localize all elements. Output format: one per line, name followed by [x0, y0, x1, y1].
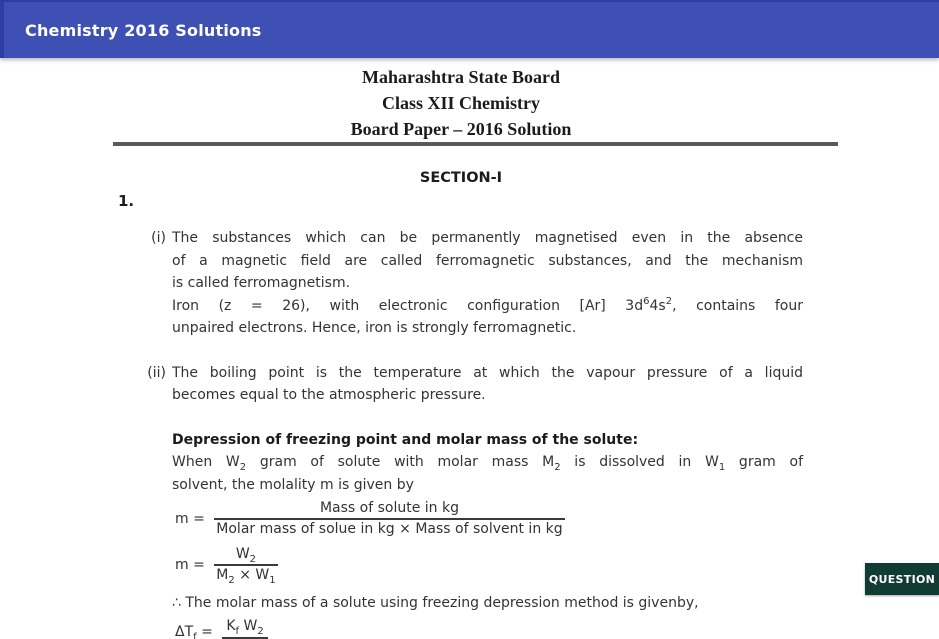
subscript-2: 2	[554, 462, 561, 473]
section-heading: SECTION-I	[419, 170, 503, 186]
superscript-2: 2	[665, 295, 673, 307]
equals-sign: =	[196, 624, 218, 639]
formula-lhs: m =	[175, 510, 210, 527]
w2-base: W	[239, 617, 258, 634]
item-ii-line-2: becomes equal to the atmospheric pressure.	[172, 387, 486, 403]
formula-lhs: m =	[175, 556, 210, 573]
item-ii-line-1: The boiling point is the temperature at which the vapour pressure of a liquid	[172, 364, 803, 381]
fraction	[214, 545, 277, 585]
title-divider	[113, 142, 838, 146]
intro-text-b: gram of solute with molar mass M	[246, 454, 555, 470]
intro-text-c: is dissolved in W	[560, 454, 719, 470]
app-header	[0, 0, 939, 58]
fraction-numerator	[214, 545, 277, 564]
therefore-statement: ∴ The molar mass of a solute using freezing depression method is givenby,	[172, 595, 699, 611]
intro-text-d: gram of	[725, 454, 803, 470]
item-i-line-1: The substances which can be permanently magnetised even in the absence	[172, 230, 803, 246]
item-i-label: (i)	[151, 230, 166, 246]
answer-item-ii	[147, 362, 803, 407]
item-i-line-3: is called ferromagnetism.	[172, 275, 351, 291]
item-ii-label: (ii)	[147, 364, 166, 381]
subscript-1: 1	[718, 462, 726, 473]
formula-molality-words	[175, 499, 939, 539]
subscript-f: f	[193, 632, 197, 639]
item-i-line-4-text-a: Iron (z = 26), with electronic configuration [Ar] 3d	[172, 297, 644, 314]
num-base: W	[235, 546, 250, 562]
subscript-2: 2	[249, 554, 257, 565]
fraction	[222, 617, 267, 639]
formula-molality-symbols	[175, 545, 939, 585]
item-i-line-4-text-b: 4s	[649, 297, 666, 314]
question-number: 1.	[118, 192, 135, 210]
subscript-2: 2	[257, 625, 264, 637]
den-text-a: M	[216, 567, 229, 583]
molality-intro	[172, 451, 803, 496]
depression-heading: Depression of freezing point and molar mass of the solute:	[172, 431, 639, 448]
document-title	[113, 64, 809, 142]
molality-intro-line-2: solvent, the molality m is given by	[172, 476, 414, 493]
fraction-denominator	[214, 564, 277, 585]
document-page	[0, 64, 939, 639]
subscript-2: 2	[228, 575, 235, 586]
doc-title-line-1: Maharashtra State Board	[362, 67, 560, 87]
question-badge[interactable]: QUESTION	[865, 563, 939, 595]
doc-title-line-3: Board Paper – 2016 Solution	[350, 119, 572, 139]
kf-base: K	[226, 617, 236, 634]
item-i-line-4-text-c: , contains four	[672, 297, 804, 314]
doc-title-line-2: Class XII Chemistry	[381, 93, 540, 113]
item-i-line-4	[172, 295, 803, 318]
delta-t-base: ΔT	[175, 624, 194, 639]
molality-intro-line-1	[172, 451, 803, 474]
item-i-line-2: of a magnetic field are called ferromagnetic substances, and the mechanism	[172, 252, 803, 269]
subscript-2: 2	[239, 462, 247, 473]
formula-delta-tf	[175, 617, 939, 639]
intro-text-a: When W	[172, 454, 240, 470]
formula-lhs	[175, 623, 217, 639]
fraction-denominator: Molar mass of solue in kg × Mass of solvent in kg	[214, 518, 564, 539]
fraction-numerator	[222, 617, 267, 639]
subscript-1: 1	[269, 575, 276, 586]
item-i-line-5: unpaired electrons. Hence, iron is strongly ferromagnetic.	[172, 320, 577, 336]
subscript-f: f	[235, 625, 240, 637]
superscript-6: 6	[643, 295, 650, 307]
den-text-b: × W	[234, 567, 270, 583]
answer-item-i	[151, 227, 804, 340]
fraction-numerator: Mass of solute in kg	[319, 500, 459, 516]
fraction	[214, 499, 564, 539]
app-title: Chemistry 2016 Solutions	[25, 20, 262, 40]
